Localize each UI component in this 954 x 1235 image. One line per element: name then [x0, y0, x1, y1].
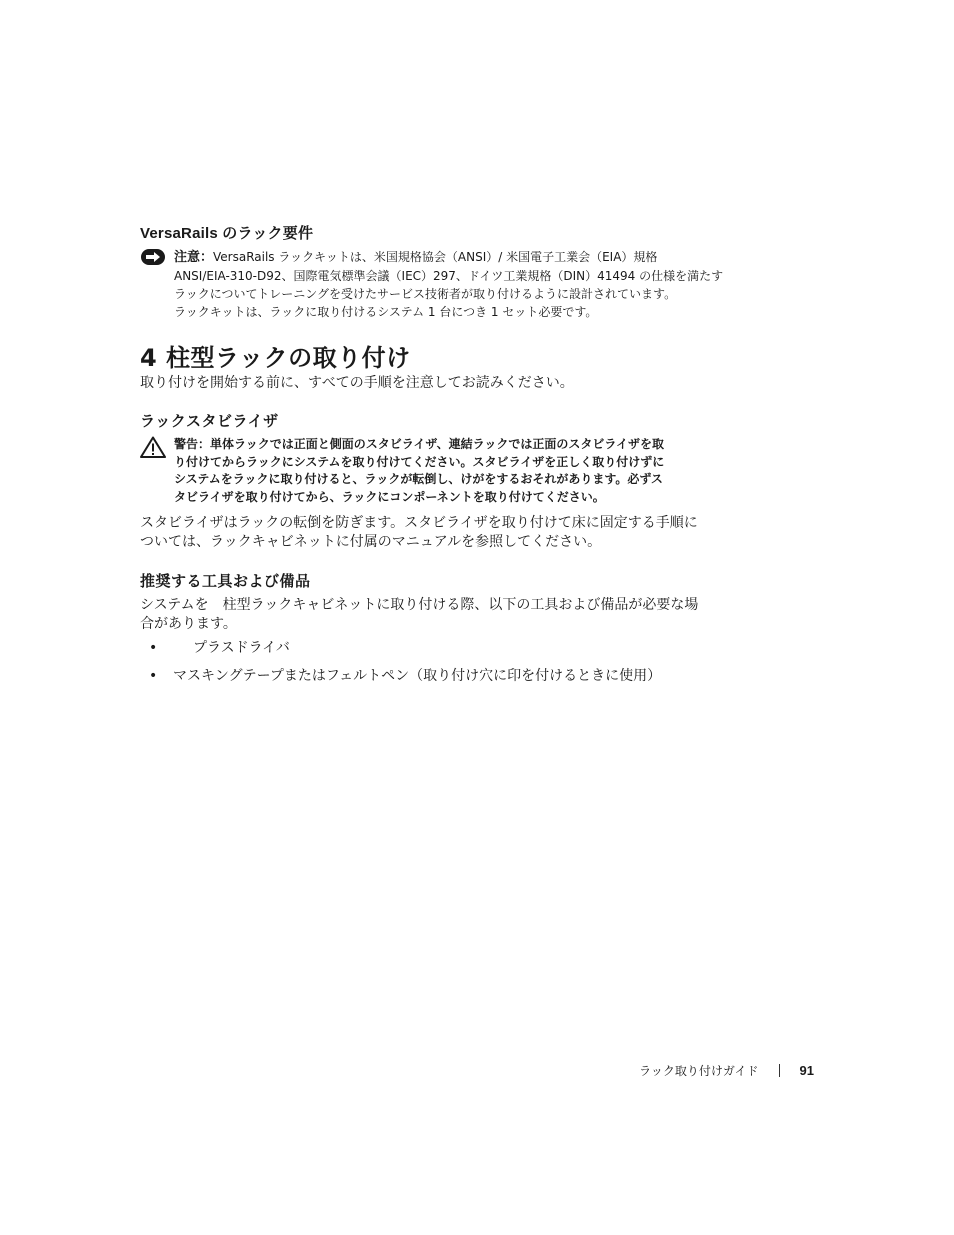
page-number: 91: [799, 1063, 814, 1078]
tool-item-text: プラスドライバ: [193, 640, 290, 656]
tools-line-1: システムを 柱型ラックキャビネットに取り付ける際、以下の工具および備品が必要な場: [140, 597, 699, 613]
rack-requirements-heading: VersaRails のラック要件: [140, 225, 314, 242]
warning-line-4: タビライザを取り付けてから、ラックにコンポーネントを取り付けてください。: [174, 489, 605, 504]
stabilizer-line-2: ついては、ラックキャビネットに付属のマニュアルを参照してください。: [140, 534, 602, 550]
warning-label: 警告：: [174, 437, 211, 451]
warning-triangle-icon: [140, 436, 166, 458]
tools-line-2: 合があります。: [140, 616, 237, 632]
page-title: 4 柱型ラックの取り付け: [140, 344, 411, 372]
warning-note: [140, 436, 770, 506]
list-item: [140, 666, 760, 694]
caution-line-2: ANSI/EIA-310-D92、国際電気標準会議（IEC）297、ドイツ工業規格（DIN）41494 の仕様を満たす: [174, 269, 724, 283]
footer-guide-name: ラック取り付けガイド: [639, 1064, 759, 1078]
stabilizer-line-1: スタビライザはラックの転倒を防ぎます。スタビライザを取り付けて床に固定する手順に: [140, 515, 698, 531]
tools-list: [140, 638, 760, 694]
tools-paragraph: [140, 596, 760, 634]
caution-line-3: ラックについてトレーニングを受けたサービス技術者が取り付けるように設計されています。: [174, 287, 677, 301]
list-item: [140, 638, 760, 666]
caution-note: [140, 248, 760, 321]
caution-line-1: VersaRails ラックキットは、米国規格協会（ANSI）/ 米国電子工業会（EIA）規格: [213, 250, 658, 264]
bullet: •: [149, 668, 158, 684]
footer-separator: [779, 1064, 780, 1077]
caution-arrow-icon: [140, 248, 166, 266]
warning-line-2: り付けてからラックにシステムを取り付けてください。スタビライザを正しく取り付けずに: [174, 454, 665, 469]
intro-text: 取り付けを開始する前に、すべての手順を注意してお読みください。: [140, 375, 574, 391]
warning-line-1: 単体ラックでは正面と側面のスタビライザ、連結ラックでは正面のスタビライザを取: [210, 437, 664, 451]
warning-line-3: システムをラックに取り付けると、ラックが転倒し、けがをするおそれがあります。必ずス: [174, 472, 663, 486]
tools-heading: 推奨する工具および備品: [140, 572, 311, 590]
page-footer: [639, 1062, 814, 1079]
caution-line-4: ラックキットは、ラックに取り付けるシステム 1 台につき 1 セット必要です。: [174, 305, 598, 319]
caution-label: 注意：: [174, 250, 214, 265]
stabilizer-paragraph: [140, 514, 760, 552]
stabilizer-heading: ラックスタビライザ: [140, 412, 279, 430]
bullet: •: [149, 640, 158, 656]
tool-item-text: マスキングテープまたはフェルトペン（取り付け穴に印を付けるときに使用）: [173, 668, 662, 684]
